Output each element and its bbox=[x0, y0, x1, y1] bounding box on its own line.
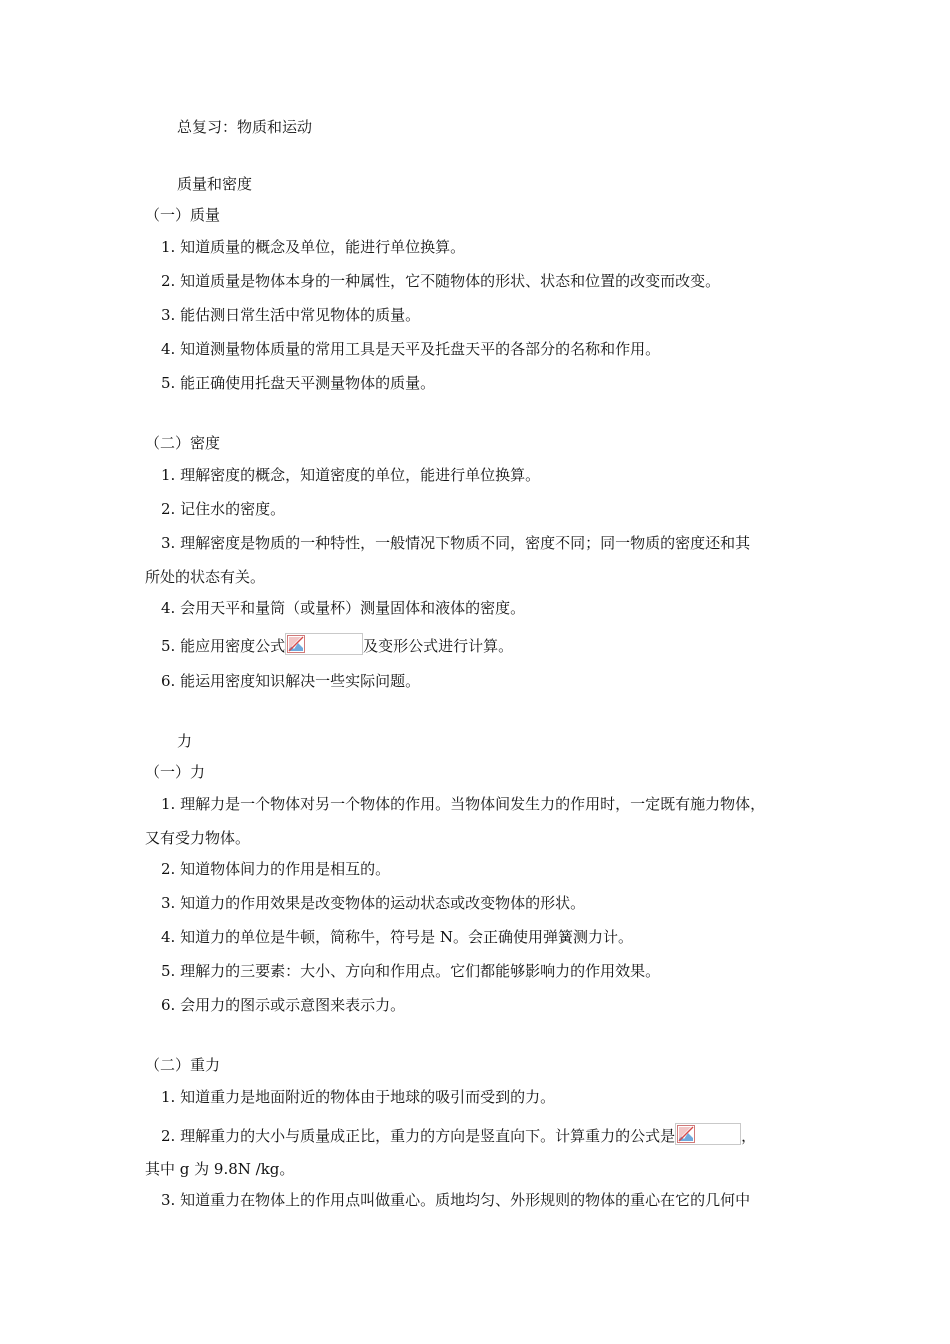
list-item: 2. 记住水的密度。 bbox=[161, 500, 286, 518]
gravity-formula-image bbox=[675, 1123, 741, 1145]
list-item-gravity-formula bbox=[161, 1123, 756, 1146]
list-item-continuation: 所处的状态有关。 bbox=[145, 568, 266, 586]
list-item: 2. 知道物体间力的作用是相互的。 bbox=[161, 860, 391, 878]
density-formula-image bbox=[285, 633, 363, 655]
list-item: 1. 理解密度的概念，知道密度的单位，能进行单位换算。 bbox=[161, 466, 541, 484]
list-item-density-formula bbox=[161, 633, 513, 656]
subsection-heading-density: （二）密度 bbox=[145, 434, 221, 452]
list-item: 4. 知道测量物体质量的常用工具是天平及托盘天平的各部分的名称和作用。 bbox=[161, 340, 661, 358]
list-item: 6. 会用力的图示或示意图来表示力。 bbox=[161, 996, 406, 1014]
list-item: 3. 知道力的作用效果是改变物体的运动状态或改变物体的形状。 bbox=[161, 894, 586, 912]
list-item-text: 及变形公式进行计算。 bbox=[363, 637, 514, 655]
list-item-text: 2. 理解重力的大小与质量成正比，重力的方向是竖直向下。计算重力的公式是 bbox=[161, 1127, 676, 1145]
list-item-continuation: 又有受力物体。 bbox=[145, 829, 251, 847]
subsection-heading-mass: （一）质量 bbox=[145, 206, 221, 224]
subsection-heading-gravity: （二）重力 bbox=[145, 1056, 221, 1074]
list-item: 1. 知道重力是地面附近的物体由于地球的吸引而受到的力。 bbox=[161, 1088, 556, 1106]
list-item: 2. 知道质量是物体本身的一种属性，它不随物体的形状、状态和位置的改变而改变。 bbox=[161, 272, 721, 290]
list-item-text: 5. 能应用密度公式 bbox=[161, 637, 286, 655]
broken-image-icon bbox=[677, 1125, 695, 1143]
list-item: 1. 理解力是一个物体对另一个物体的作用。当物体间发生力的作用时，一定既有施力物体， bbox=[161, 795, 766, 813]
list-item: 5. 理解力的三要素：大小、方向和作用点。它们都能够影响力的作用效果。 bbox=[161, 962, 661, 980]
document-title: 总复习：物质和运动 bbox=[177, 118, 313, 136]
list-item-continuation: 其中 g 为 9.8N /kg。 bbox=[145, 1160, 295, 1178]
broken-image-icon bbox=[287, 635, 305, 653]
section-heading-mass-density: 质量和密度 bbox=[177, 175, 253, 193]
list-item: 3. 理解密度是物质的一种特性，一般情况下物质不同，密度不同；同一物质的密度还和其 bbox=[161, 534, 751, 552]
subsection-heading-force: （一）力 bbox=[145, 763, 206, 781]
list-item-text: ， bbox=[741, 1127, 757, 1145]
list-item: 1. 知道质量的概念及单位，能进行单位换算。 bbox=[161, 238, 466, 256]
list-item: 5. 能正确使用托盘天平测量物体的质量。 bbox=[161, 374, 436, 392]
list-item: 3. 知道重力在物体上的作用点叫做重心。质地均匀、外形规则的物体的重心在它的几何中 bbox=[161, 1191, 751, 1209]
section-heading-force: 力 bbox=[177, 732, 193, 750]
list-item: 4. 知道力的单位是牛顿，简称牛，符号是 N。会正确使用弹簧测力计。 bbox=[161, 928, 633, 946]
list-item: 4. 会用天平和量筒（或量杯）测量固体和液体的密度。 bbox=[161, 599, 526, 617]
list-item: 3. 能估测日常生活中常见物体的质量。 bbox=[161, 306, 421, 324]
list-item: 6. 能运用密度知识解决一些实际问题。 bbox=[161, 672, 421, 690]
